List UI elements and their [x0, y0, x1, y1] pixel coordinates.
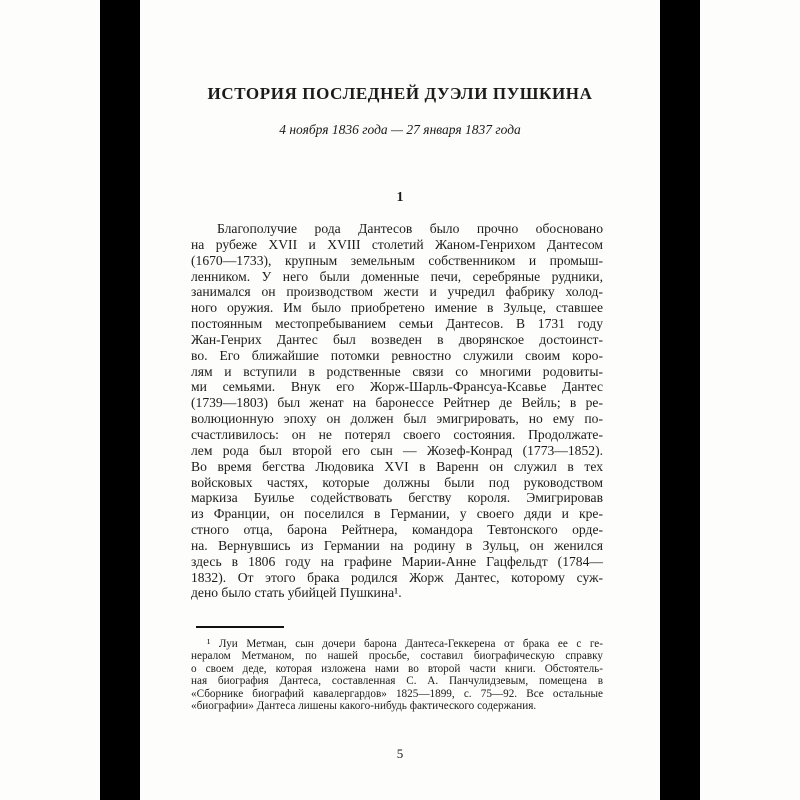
page-number: 5	[396, 746, 404, 761]
footnote-line: о своем деде, которая изложена нами во второй части книги. Обстоятель-	[191, 662, 603, 675]
text-line: постоянным местопребыванием семьи Дантесов. В 1731 году	[191, 316, 603, 332]
text-line: (1670—1733), крупным земельным собственником и промыш-	[191, 252, 603, 268]
text-line: Благополучие рода Дантесов было прочно обосновано	[217, 221, 603, 236]
text-line: 1832). От этого брака родился Жорж Дантес, которому суж-	[191, 569, 603, 585]
text-line: Во время бегства Людовика XVI в Варенн он служил в тех	[191, 458, 603, 474]
text-line: на рубеже XVII и XVIII столетий Жаном-Генрихом Дантесом	[191, 236, 603, 252]
footnote-line: нералом Метманом, по нашей просьбе, составил биографическую справку	[191, 650, 603, 663]
text-line: Жан-Генрих Дантес был возведен в дворянское достоинст-	[191, 331, 603, 347]
footnote-separator-rule	[196, 626, 284, 628]
text-line: счастливилось: он не потерял своего состояния. Продолжате-	[191, 426, 603, 442]
text-line: ленником. У него были доменные печи, серебряные рудники,	[191, 268, 603, 284]
footnote-line: «биографии» Дантеса лишены какого-нибудь фактического содержания.	[191, 699, 537, 712]
footnote-block	[191, 638, 603, 712]
text-line: лем рода был второй его сын — Жозеф-Конрад (1773—1852).	[191, 442, 603, 458]
text-line: из Франции, он поселился в Германии, у своего дяди и кре-	[191, 506, 603, 522]
page-title: ИСТОРИЯ ПОСЛЕДНЕЙ ДУЭЛИ ПУШКИНА	[207, 84, 593, 103]
text-line: дено было стать убийцей Пушкина¹.	[191, 585, 402, 601]
page-subtitle-dates: 4 ноября 1836 года — 27 января 1837 года	[279, 122, 521, 137]
scan-edge-bar-left	[100, 0, 140, 800]
footnote-line: ная биография Дантеса, составленная С. А. Панчулидзевым, помещена в	[191, 675, 603, 688]
text-line: занимался он производством жести и учредил фабрику холод-	[191, 284, 603, 300]
footnote-line: ¹ Луи Метман, сын дочери барона Дантеса-Геккерена от брака ее с ге-	[207, 638, 603, 650]
text-line: (1739—1803) был женат на баронессе Рейтнер де Вейль; в ре-	[191, 395, 603, 411]
text-line: лям и вступили в родственные связи со многими родовиты-	[191, 363, 603, 379]
text-line: во. Его ближайшие потомки ревностно служили своим коро-	[191, 347, 603, 363]
scan-edge-bar-right	[660, 0, 700, 800]
section-number: 1	[396, 190, 404, 205]
text-line: здесь в 1806 году на графине Марии-Анне Гацфельдт (1784—	[191, 553, 603, 569]
footnote-line: «Сборнике биографий кавалергардов» 1825—1899, с. 75—92. Все остальные	[191, 687, 603, 700]
text-line: ного оружия. Им было приобретено имение в Зульце, ставшее	[191, 300, 603, 316]
body-paragraph	[191, 221, 603, 601]
text-line: на. Вернувшись из Германии на родину в Зульц, он женился	[191, 537, 603, 553]
text-line: ми семьями. Внук его Жорж-Шарль-Франсуа-Ксавье Дантес	[191, 379, 603, 395]
text-line: маркиза Буилье содействовать бегству короля. Эмигрировав	[191, 490, 603, 506]
text-line: стного отца, барона Рейтнера, командора Тевтонского орде-	[191, 522, 603, 538]
text-line: войсковых частях, которые должны были под руководством	[191, 474, 603, 490]
text-line: волюционную эпоху он должен был эмигрировать, но ему по-	[191, 411, 603, 427]
